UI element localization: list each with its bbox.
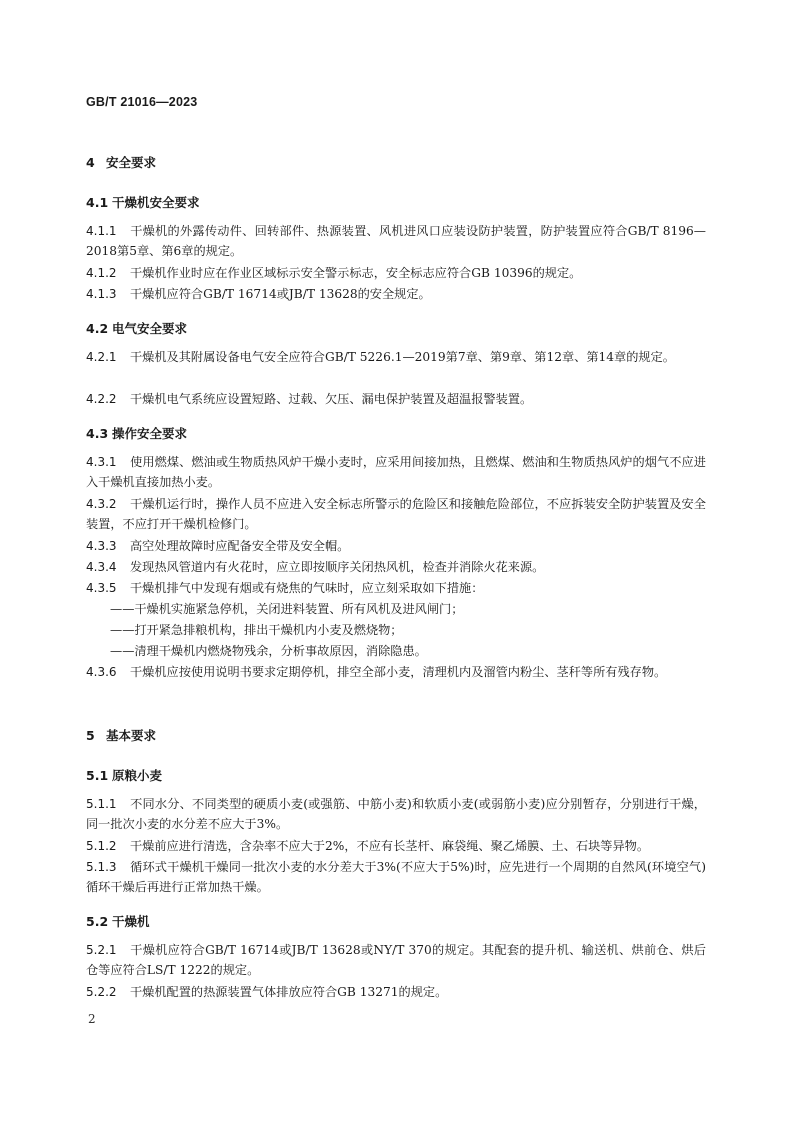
dash-list-item: ——清理干燥机内燃烧物残余，分析事故原因，消除隐患。 bbox=[110, 644, 427, 658]
standard-code-header: GB/T 21016—2023 bbox=[86, 95, 198, 109]
page-number: 2 bbox=[88, 1012, 96, 1026]
clause-5-2-2: 5.2.2 干燥机配置的热源装置气体排放应符合GB 13271的规定。 bbox=[86, 985, 448, 999]
section-4-heading: 4 安全要求 bbox=[86, 155, 157, 170]
clause-5-1-3: 5.1.3 循环式干燥机干燥同一批次小麦的水分差大于3%(不应大于5%)时，应先进行一个周期的自然风(环境空气)循环干燥后再进行正常加热干燥。 bbox=[86, 860, 706, 894]
section-5-1-heading: 5.1 原粮小麦 bbox=[86, 768, 163, 783]
clause-5-1-1: 5.1.1 不同水分、不同类型的硬质小麦(或强筋、中筋小麦)和软质小麦(或弱筋小麦)应分别暂存，分别进行干燥，同一批次小麦的水分差不应大于3%。 bbox=[86, 797, 706, 831]
clause-4-3-6: 4.3.6 干燥机应按使用说明书要求定期停机，排空全部小麦，清理机内及溜管内粉尘、茎秆等所有残存物。 bbox=[86, 665, 667, 679]
clause-4-1-2: 4.1.2 干燥机作业时应在作业区域标示安全警示标志，安全标志应符合GB 10396的规定。 bbox=[86, 266, 582, 280]
clause-4-2-2: 4.2.2 干燥机电气系统应设置短路、过载、欠压、漏电保护装置及超温报警装置。 bbox=[86, 392, 533, 406]
section-4-3-heading: 4.3 操作安全要求 bbox=[86, 426, 188, 441]
clause-4-3-2: 4.3.2 干燥机运行时，操作人员不应进入安全标志所警示的危险区和接触危险部位，不应拆装安全防护装置及安全装置，不应打开干燥机检修门。 bbox=[86, 497, 706, 531]
clause-4-1-1: 4.1.1 干燥机的外露传动件、回转部件、热源装置、风机进风口应装设防护装置，防护装置应符合GB/T 8196—2018第5章、第6章的规定。 bbox=[86, 224, 706, 258]
section-4-1-heading: 4.1 干燥机安全要求 bbox=[86, 195, 200, 210]
clause-4-3-4: 4.3.4 发现热风管道内有火花时，应立即按顺序关闭热风机，检查并消除火花来源。 bbox=[86, 560, 545, 574]
clause-5-1-2: 5.1.2 干燥前应进行清选，含杂率不应大于2%，不应有长茎杆、麻袋绳、聚乙烯膜、土、石块等异物。 bbox=[86, 839, 650, 853]
dash-list-item: ——打开紧急排粮机构，排出干燥机内小麦及燃烧物； bbox=[110, 623, 403, 637]
clause-4-1-3: 4.1.3 干燥机应符合GB/T 16714或JB/T 13628的安全规定。 bbox=[86, 287, 431, 301]
section-5-2-heading: 5.2 干燥机 bbox=[86, 914, 150, 929]
clause-4-3-5: 4.3.5 干燥机排气中发现有烟或有烧焦的气味时，应立刻采取如下措施： bbox=[86, 581, 484, 595]
section-4-2-heading: 4.2 电气安全要求 bbox=[86, 321, 188, 336]
clause-5-2-1: 5.2.1 干燥机应符合GB/T 16714或JB/T 13628或NY/T 370的规定。其配套的提升机、输送机、烘前仓、烘后仓等应符合LS/T 1222的规定。 bbox=[86, 943, 706, 977]
section-5-heading: 5 基本要求 bbox=[86, 728, 157, 743]
clause-4-2-1: 4.2.1 干燥机及其附属设备电气安全应符合GB/T 5226.1—2019第7章、第9章、第12章、第14章的规定。 bbox=[86, 350, 675, 364]
dash-list-item: ——干燥机实施紧急停机，关闭进料装置、所有风机及进风闸门； bbox=[110, 602, 464, 616]
clause-4-3-1: 4.3.1 使用燃煤、燃油或生物质热风炉干燥小麦时，应采用间接加热，且燃煤、燃油和生物质热风炉的烟气不应进入干燥机直接加热小麦。 bbox=[86, 455, 706, 489]
clause-4-3-3: 4.3.3 高空处理故障时应配备安全带及安全帽。 bbox=[86, 539, 350, 553]
